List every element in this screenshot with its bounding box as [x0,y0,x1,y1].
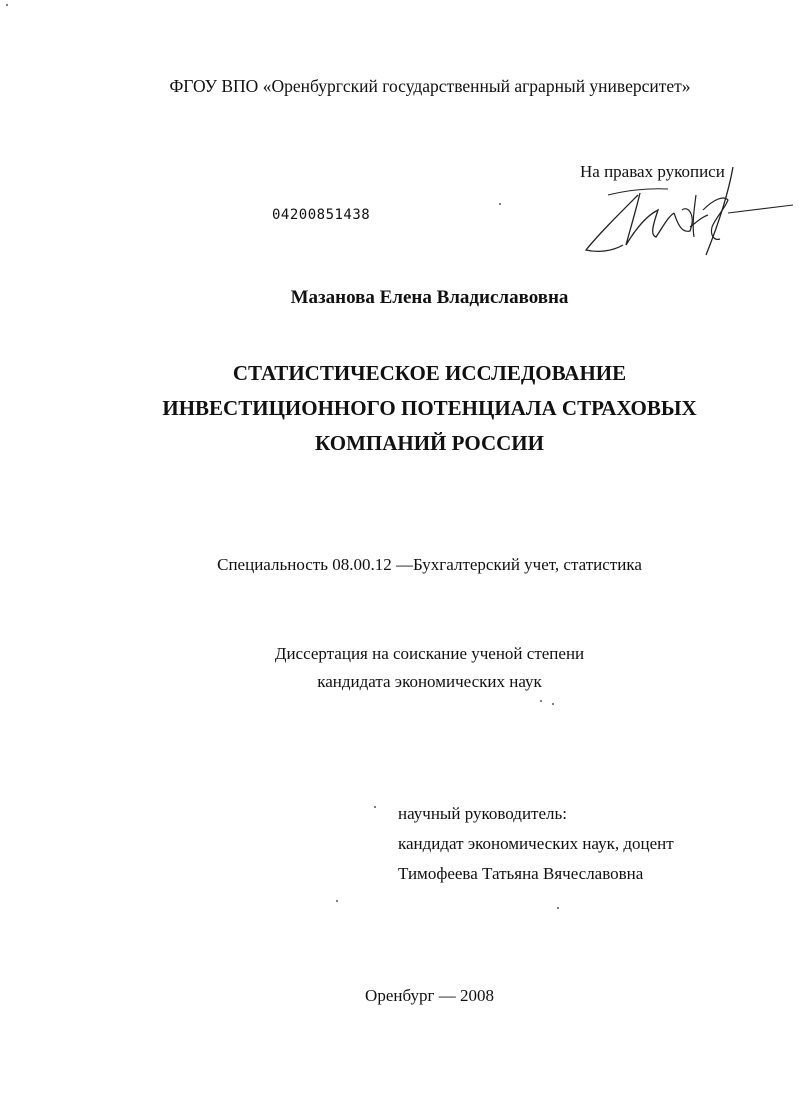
registration-code: 04200851438 [272,207,371,223]
scan-speck [336,900,338,902]
degree-line: Диссертация на соискание ученой степени [274,644,585,663]
title-line: СТАТИСТИЧЕСКОЕ ИССЛЕДОВАНИЕ [232,361,627,385]
scan-speck [552,703,554,705]
scan-speck [374,806,376,808]
manuscript-rights-note: На правах рукописи [580,162,725,181]
city-year: Оренбург — 2008 [365,986,494,1005]
scientific-advisor [398,799,674,889]
specialty: Специальность 08.00.12 —Бухгалтерский учет, статистика [217,555,642,574]
degree-statement [30,640,799,696]
dissertation-title [30,356,799,461]
degree-line: кандидата экономических наук [317,672,542,691]
scan-speck [6,4,8,6]
handwritten-signature [578,155,798,265]
advisor-line: научный руководитель: [398,804,567,823]
scan-speck [557,907,559,909]
author-name: Мазанова Елена Владиславовна [290,287,569,308]
organization-name: ФГОУ ВПО «Оренбургский государственный аграрный университет» [169,76,691,96]
advisor-line: Тимофеева Татьяна Вячеславовна [398,864,644,883]
scan-speck [499,203,501,205]
scan-speck [540,700,542,702]
title-line: ИНВЕСТИЦИОННОГО ПОТЕНЦИАЛА СТРАХОВЫХ [162,396,697,420]
title-line: КОМПАНИЙ РОССИИ [315,431,544,455]
advisor-line: кандидат экономических наук, доцент [398,834,674,853]
